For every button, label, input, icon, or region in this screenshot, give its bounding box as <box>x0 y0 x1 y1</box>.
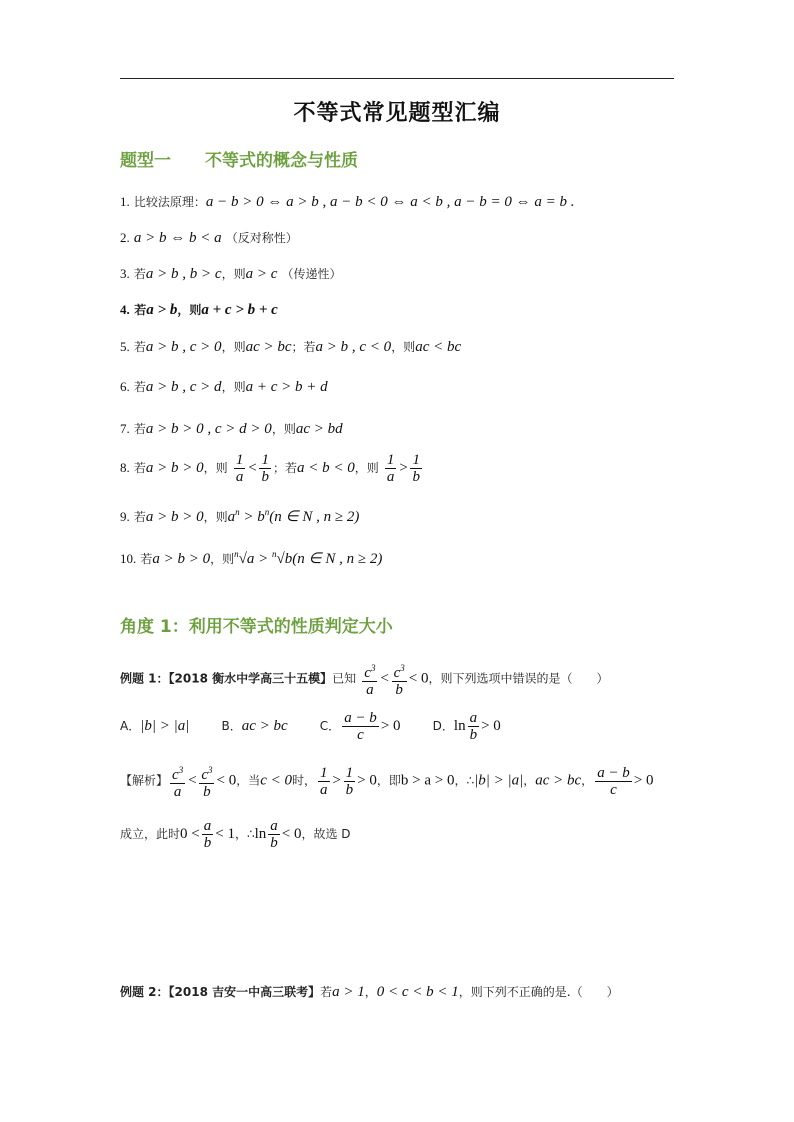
fraction: $\frac{1}{a}$ <box>386 452 395 485</box>
property-5: 5. 若a > b , c > 0，则ac > bc；若a > b , c < 0，则ac < bc <box>120 339 462 355</box>
fraction: $\frac{1}{b}$ <box>261 452 269 485</box>
example-1-stem: 例题 1：【2018 衡水中学高三十五模】已知 $\frac{c^3}{a}$ < $\frac{c^3}{b}$ < 0，则下列选项中错误的是（ ） <box>120 660 608 698</box>
fraction: $\frac{1}{a}$ <box>235 452 244 485</box>
fraction: $\frac{a}{b}$ <box>469 710 478 743</box>
fraction: $\frac{1}{b}$ <box>345 764 354 798</box>
example-1-conclusion: 成立，此时0 < $\frac{a}{b}$ < 1，∴ln $\frac{a}{b}$ < 0，故选 D <box>120 818 351 851</box>
fraction: $\frac{c^3}{a}$ <box>170 762 185 800</box>
property-2: 2. a > b ⇔ b < a （反对称性） <box>120 230 298 246</box>
header-rule <box>120 78 674 79</box>
fraction: $\frac{a - b}{c}$ <box>597 764 630 798</box>
example-1-options: A．|b| > |a| B．ac > bc C． $\frac{a - b}{c}$ > 0 D．ln $\frac{a}{b}$ > 0 <box>120 710 501 743</box>
fraction: $\frac{1}{b}$ <box>412 452 420 485</box>
property-9: 9. 若a > b > 0，则$a^n > b^n(n$ ∈ N , n ≥ 2) <box>120 507 360 525</box>
fraction: $\frac{a - b}{c}$ <box>344 710 377 743</box>
property-4: 4. 若a > b，则a + c > b + c <box>120 302 278 318</box>
fraction: $\frac{c^3}{b}$ <box>199 762 214 800</box>
example-1-analysis: 【解析】 $\frac{c^3}{a}$ < $\frac{c^3}{b}$ < 0，当c < 0时， $\frac{1}{a}$ > $\frac{1}{b}$ > 0，即b > a > 0，∴|b| > |a|，ac > bc， $\frac{a - b}{c}$ > 0 <box>120 762 654 800</box>
subsection-title: 角度 1：利用不等式的性质判定大小 <box>120 617 393 637</box>
property-8: 8. 若a > b > 0，则 $\frac{1}{a}$ < $\frac{1}{b}$ ；若a < b < 0，则 $\frac{1}{a}$ > $\frac{1}{b}$ <box>120 452 420 485</box>
section-label: 题型一 <box>120 151 171 171</box>
property-7: 7. 若a > b > 0 , c > d > 0，则ac > bd <box>120 421 343 437</box>
property-10: 10. 若a > b > 0，则$^n$√a > $^n$√b(n ∈ N , n ≥ 2) <box>120 549 383 567</box>
fraction: $\frac{c^3}{a}$ <box>362 660 377 698</box>
property-1: 1. 比较法原理：a − b > 0 ⇔ a > b , a − b < 0 ⇔ a < b , a − b = 0 ⇔ a = b . <box>120 194 575 210</box>
section-title: 不等式的概念与性质 <box>205 151 358 171</box>
fraction: $\frac{a}{b}$ <box>203 818 212 851</box>
property-3: 3. 若a > b , b > c，则a > c （传递性） <box>120 266 342 282</box>
fraction: $\frac{1}{a}$ <box>320 764 328 798</box>
property-6: 6. 若a > b , c > d，则a + c > b + d <box>120 379 328 395</box>
example-2-stem: 例题 2：【2018 吉安一中高三联考】若a > 1，0 < c < b < 1，则下列不正确的是.（ ） <box>120 984 619 1000</box>
fraction: $\frac{c^3}{b}$ <box>392 660 407 698</box>
page-title: 不等式常见题型汇编 <box>293 101 501 126</box>
fraction: $\frac{a}{b}$ <box>270 818 278 851</box>
